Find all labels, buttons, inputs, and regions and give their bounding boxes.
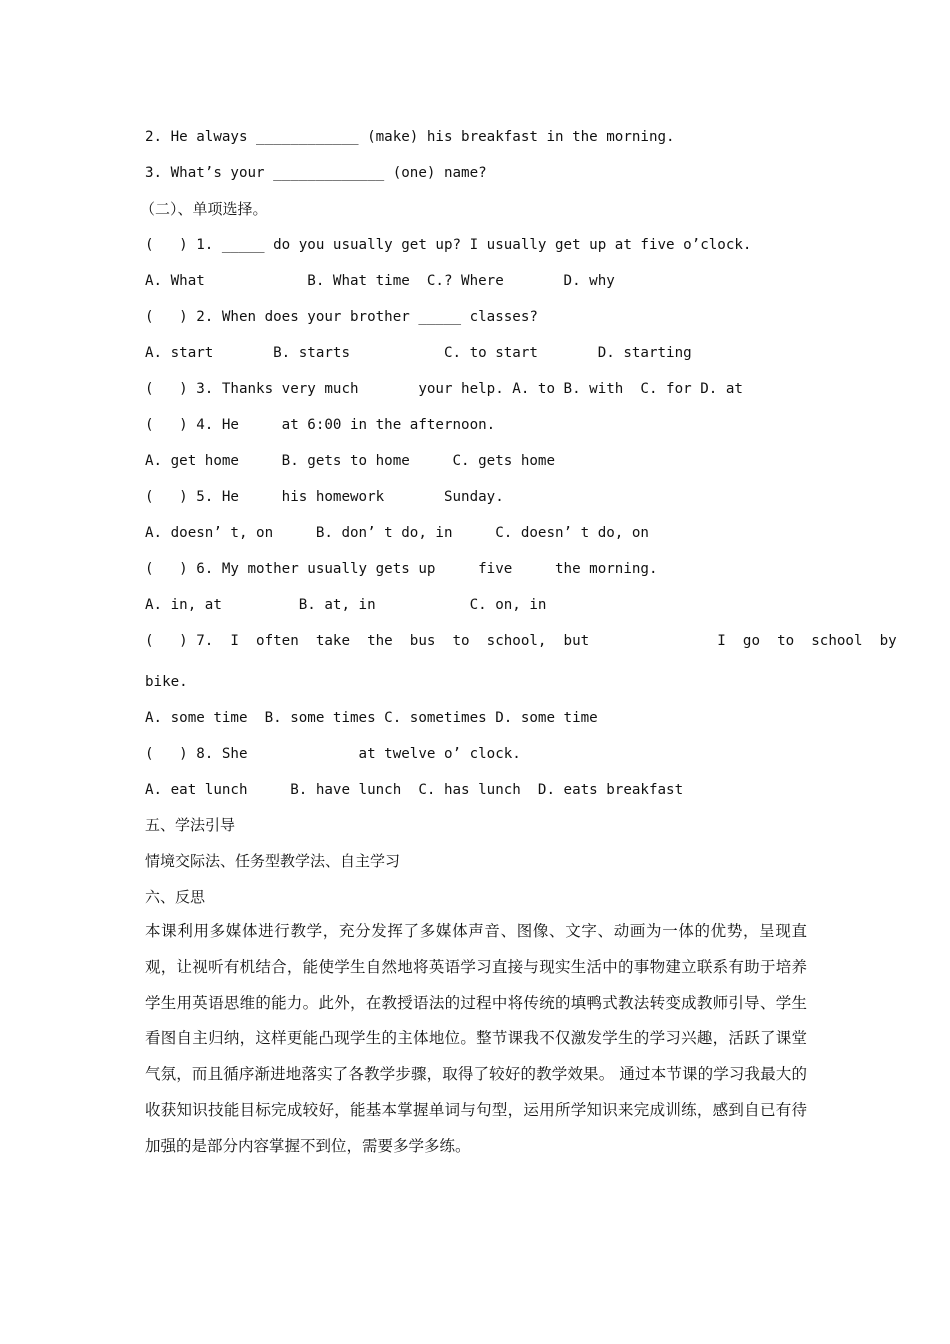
section-choice-heading: （二）、单项选择。 [140,200,268,218]
section6-heading: 六、反思 [145,888,206,906]
mc-question-7: ( ) 7. I often take the bus to school, but I go to school by [145,633,897,649]
reflection-paragraph: 本课利用多媒体进行教学，充分发挥了多媒体声音、图像、文字、动画为一体的优势，呈现直观，让视听有机结合，能使学生自然地将英语学习直接与现实生活中的事物建立联系有助于培养学生用英语思维的能力。此外，在教授语法的过程中将传统的填鸭式教法转变成教师引导、学生看图自主归纳，这样更能凸现学生的主体地位。整节课我不仅激发学生的学习兴趣，活跃了课堂气氛，而且循序渐进地落实了各教学步骤，取得了较好的教学效果。 通过本节课的学习我最大的收获知识技能目标完成较好，能基本掌握单词与句型，运用所学知识来完成训练，感到自已有待加强的是部分内容掌握不到位，需要多学多练。 [145,922,807,1155]
mc-question-4-options: A. get home B. gets to home C. gets home [145,453,555,469]
mc-question-2-options: A. start B. starts C. to start D. starting [145,345,692,361]
mc-question-1-options: A. What B. What time C.? Where D. why [145,273,615,289]
mc-question-7-options: A. some time B. some times C. sometimes D. some time [145,710,598,726]
mc-question-8-options: A. eat lunch B. have lunch C. has lunch D. eats breakfast [145,782,684,798]
mc-question-7-continuation: bike. [145,674,188,690]
mc-question-1: ( ) 1. _____ do you usually get up? I usually get up at five o’clock. [145,237,752,253]
mc-question-2: ( ) 2. When does your brother _____ classes? [145,309,538,325]
mc-question-5: ( ) 5. He his homework Sunday. [145,489,504,505]
mc-question-5-options: A. doesn’ t, on B. don’ t do, in C. doesn’ t do, on [145,525,649,541]
mc-question-6: ( ) 6. My mother usually gets up five the morning. [145,561,658,577]
mc-question-3: ( ) 3. Thanks very much your help. A. to B. with C. for D. at [145,381,743,397]
mc-question-8: ( ) 8. She at twelve o’ clock. [145,746,521,762]
fill-in-question-3: 3. What’s your _____________ (one) name? [145,165,487,181]
fill-in-question-2: 2. He always ____________ (make) his breakfast in the morning. [145,129,675,145]
mc-question-4: ( ) 4. He at 6:00 in the afternoon. [145,417,496,433]
section5-content: 情境交际法、任务型教学法、自主学习 [145,852,401,870]
section5-heading: 五、学法引导 [145,816,236,834]
mc-question-6-options: A. in, at B. at, in C. on, in [145,597,547,613]
